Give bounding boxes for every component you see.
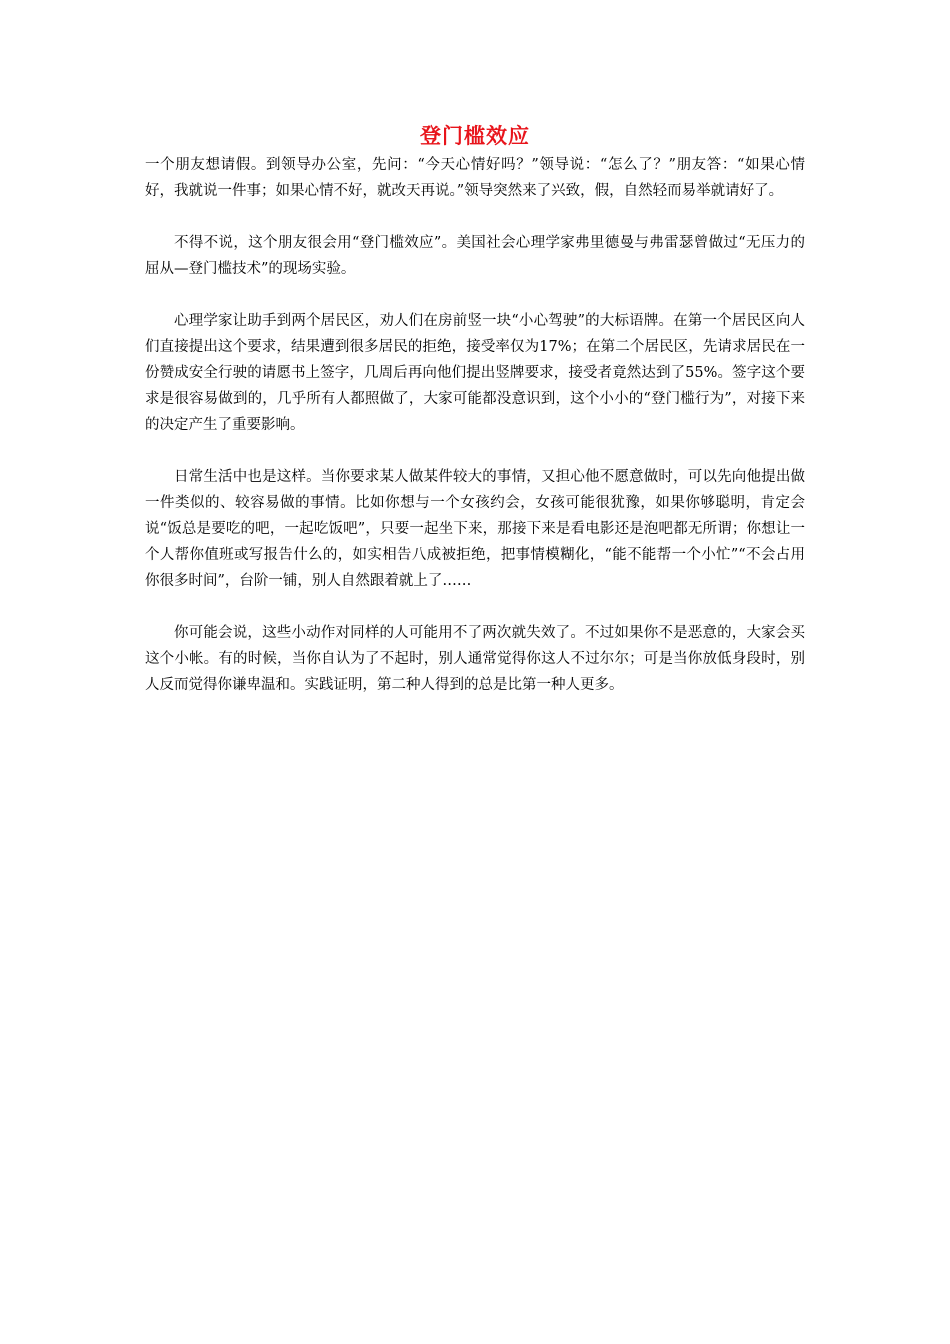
paragraph-gap xyxy=(145,204,805,230)
paragraph-gap xyxy=(145,594,805,620)
paragraph-gap xyxy=(145,438,805,464)
paragraph-4: 日常生活中也是这样。当你要求某人做某件较大的事情，又担心他不愿意做时，可以先向他提出做一件类似的、较容易做的事情。比如你想与一个女孩约会，女孩可能很犹豫，如果你够聪明，肯定会说“饭总是要吃的吧，一起吃饭吧”，只要一起坐下来，那接下来是看电影还是泡吧都无所谓；你想让一个人帮你值班或写报告什么的，如实相告八成被拒绝，把事情模糊化，“能不能帮一个小忙”“不会占用你很多时间”，台阶一铺，别人自然跟着就上了…… xyxy=(145,469,805,589)
page-title: 登门槛效应 xyxy=(420,123,530,148)
paragraph-1: 一个朋友想请假。到领导办公室，先问：“今天心情好吗？”领导说：“怎么了？”朋友答：“如果心情好，我就说一件事；如果心情不好，就改天再说。”领导突然来了兴致，假，自然轻而易举就请好了。 xyxy=(145,157,805,199)
article-body xyxy=(145,152,805,698)
paragraph-gap xyxy=(145,282,805,308)
paragraph-2: 不得不说，这个朋友很会用“登门槛效应”。美国社会心理学家弗里德曼与弗雷瑟曾做过“无压力的屈从—登门槛技术”的现场实验。 xyxy=(145,235,805,277)
paragraph-3: 心理学家让助手到两个居民区，劝人们在房前竖一块“小心驾驶”的大标语牌。在第一个居民区向人们直接提出这个要求，结果遭到很多居民的拒绝，接受率仅为17%；在第二个居民区，先请求居民在一份赞成安全行驶的请愿书上签字，几周后再向他们提出竖牌要求，接受者竟然达到了55%。签字这个要求是很容易做到的，几乎所有人都照做了，大家可能都没意识到，这个小小的“登门槛行为”，对接下来的决定产生了重要影响。 xyxy=(145,313,805,433)
paragraph-5: 你可能会说，这些小动作对同样的人可能用不了两次就失效了。不过如果你不是恶意的，大家会买这个小帐。有的时候，当你自认为了不起时，别人通常觉得你这人不过尔尔；可是当你放低身段时，别人反而觉得你谦卑温和。实践证明，第二种人得到的总是比第一种人更多。 xyxy=(145,625,805,693)
